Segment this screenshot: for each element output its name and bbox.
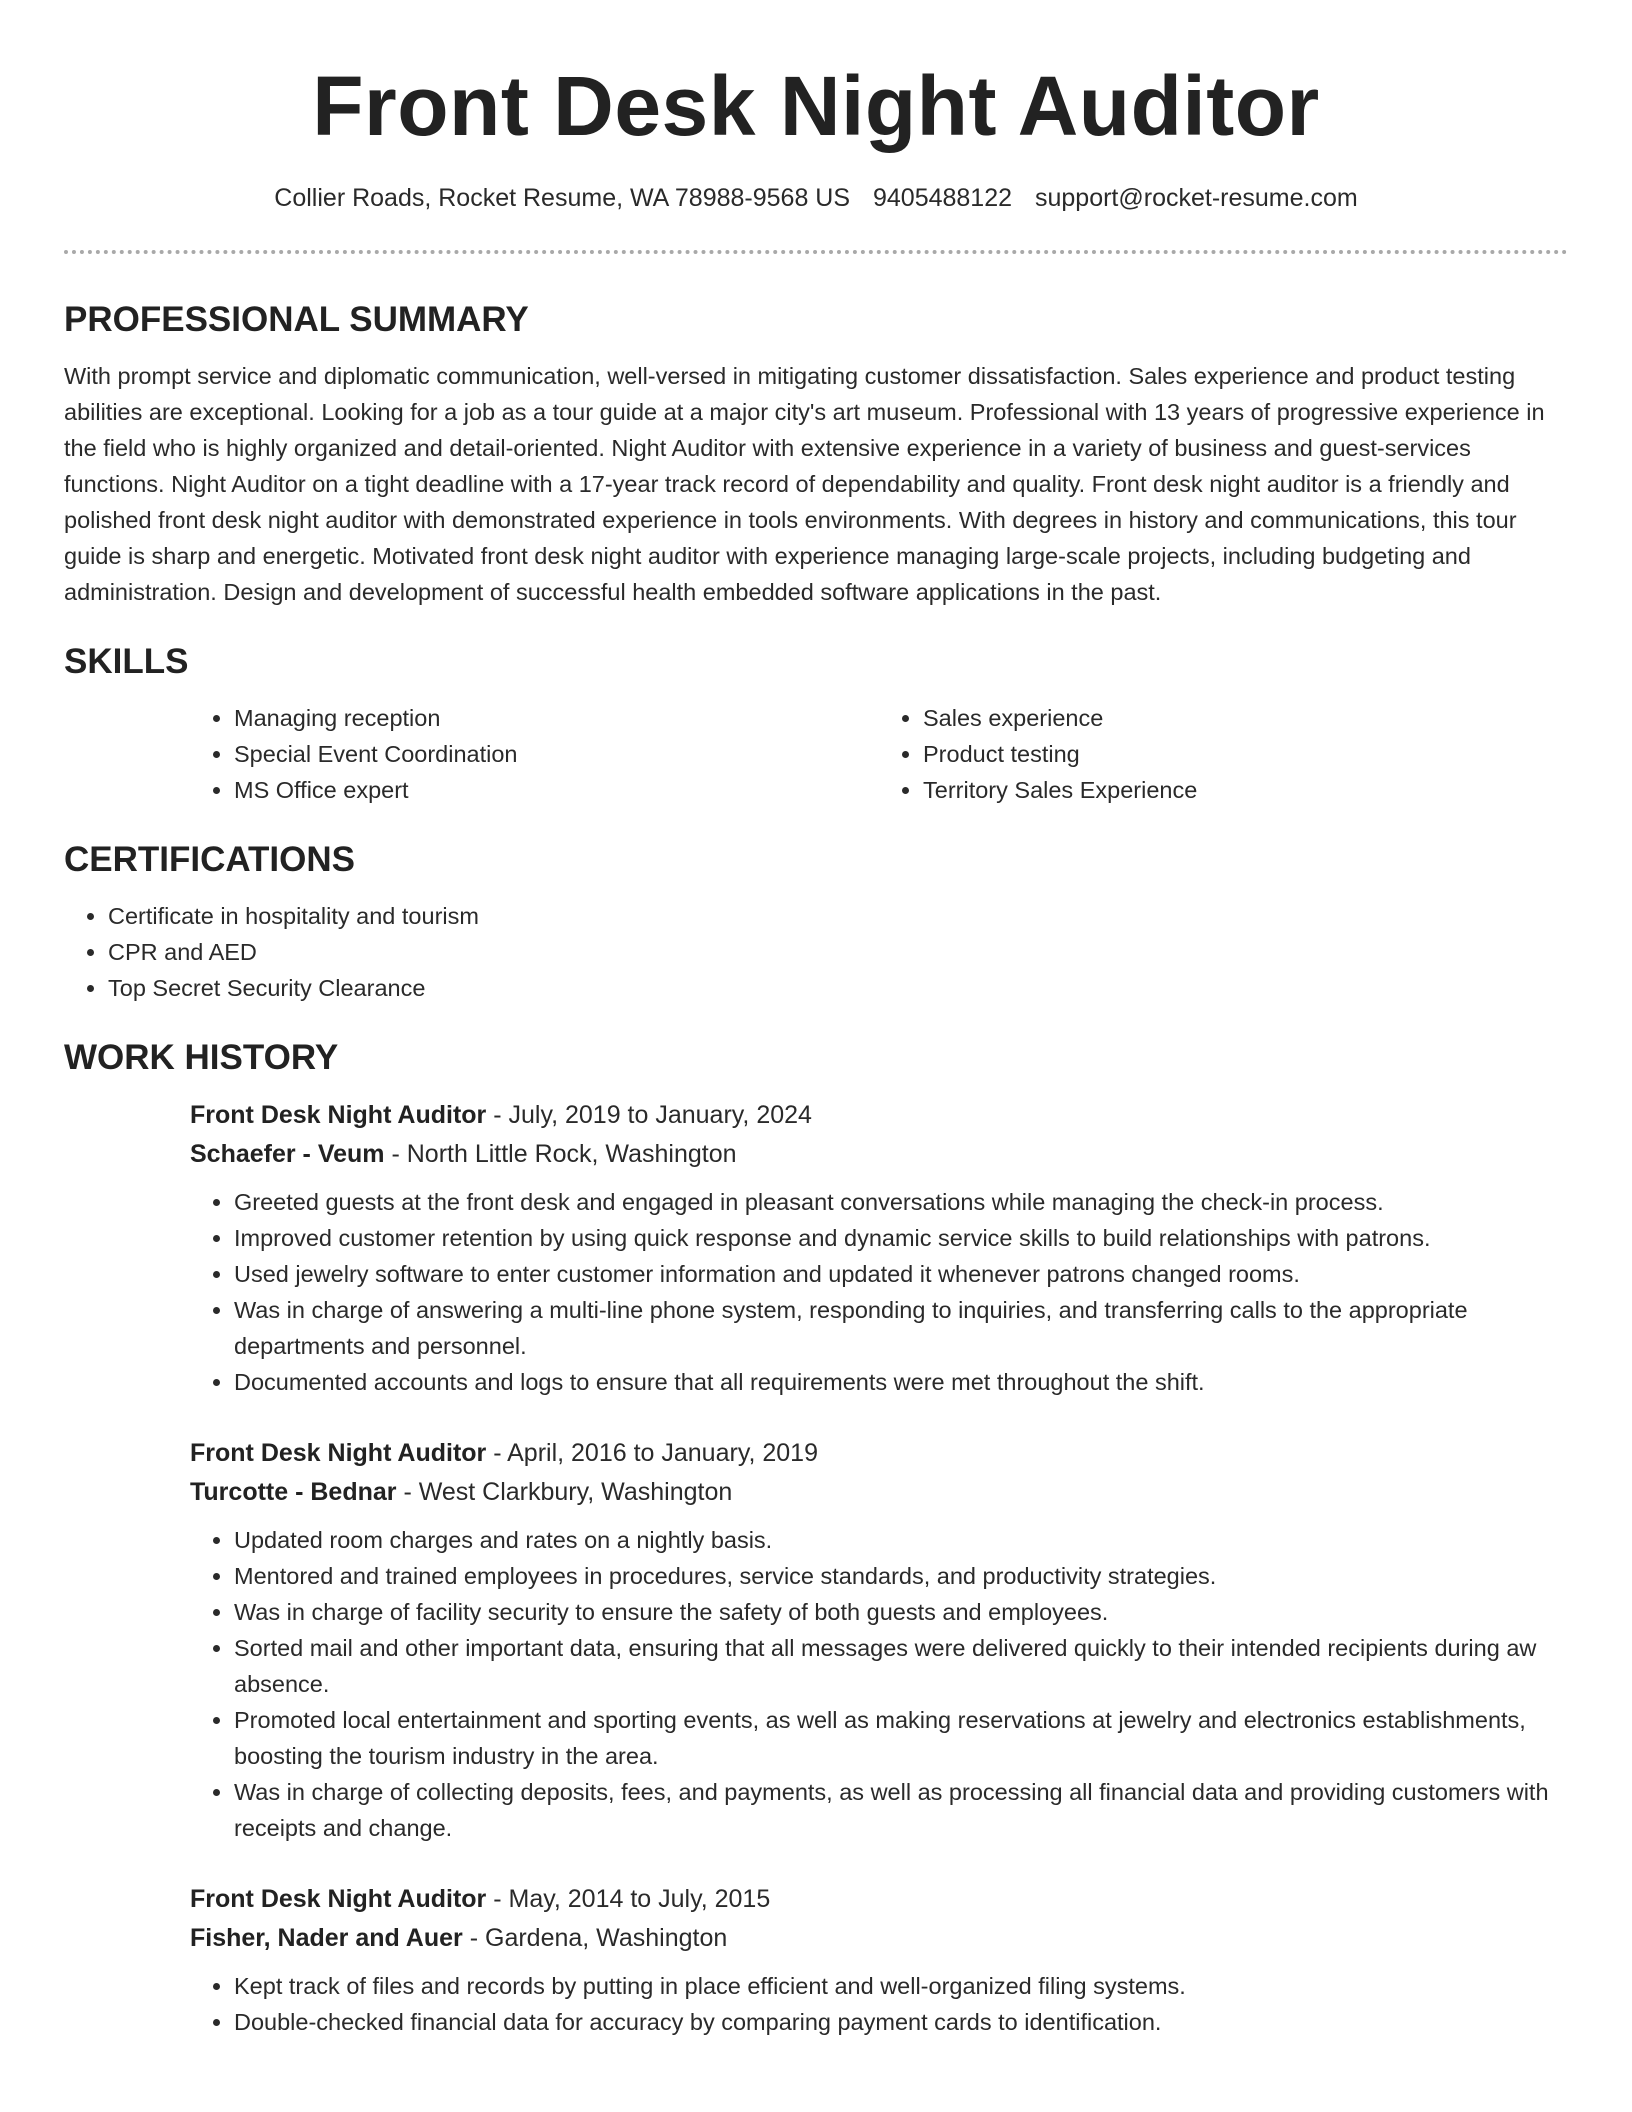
job-location: - West Clarkbury, Washington (396, 1478, 733, 1506)
certification-item: • CPR and AED (108, 934, 1568, 970)
header-divider (64, 250, 1568, 254)
job-duty: • Was in charge of collecting deposits, fees, and payments, as well as processing all financial data and providing customers with receipts and change. (234, 1774, 1568, 1846)
job-dates: - July, 2019 to January, 2024 (486, 1101, 812, 1129)
certifications-section (64, 836, 1568, 1006)
job-company-line (190, 1919, 1568, 1958)
certifications-list (64, 898, 1568, 1006)
certification-item: • Top Secret Security Clearance (108, 970, 1568, 1006)
contact-email: support@rocket-resume.com (1034, 184, 1358, 212)
job-role: Front Desk Night Auditor (190, 1101, 487, 1129)
resume-name: Front Desk Night Auditor (312, 59, 1320, 153)
certifications-heading: CERTIFICATIONS (64, 840, 356, 879)
job-role: Front Desk Night Auditor (190, 1885, 487, 1913)
skills-heading: SKILLS (64, 642, 189, 681)
job-duty: • Improved customer retention by using quick response and dynamic service skills to build relationships with patrons. (234, 1220, 1568, 1256)
contact-phone: 9405488122 (872, 184, 1013, 212)
job-company: Turcotte - Bednar (190, 1478, 397, 1506)
job-duties (190, 1184, 1568, 1400)
job-duty: • Documented accounts and logs to ensure that all requirements were met throughout the shift. (234, 1364, 1568, 1400)
skill-item: • MS Office expert (234, 772, 879, 808)
job-title-line (190, 1880, 1568, 1919)
job-duty: • Promoted local entertainment and sporting events, as well as making reservations at jewelry and electronics establishments, boosting the tourism industry in the area. (234, 1702, 1568, 1774)
job-title-line (190, 1434, 1568, 1473)
skill-item: • Managing reception (234, 700, 879, 736)
skill-item: • Special Event Coordination (234, 736, 879, 772)
job-company-line (190, 1473, 1568, 1512)
summary-heading: PROFESSIONAL SUMMARY (64, 300, 529, 339)
job-duties (190, 1522, 1568, 1846)
skill-item: • Territory Sales Experience (923, 772, 1568, 808)
skills-section (64, 638, 1568, 808)
job-duty: • Kept track of files and records by putting in place efficient and well-organized filing systems. (234, 1968, 1568, 2004)
job-company-line (190, 1135, 1568, 1174)
job-title-line (190, 1096, 1568, 1135)
skill-item: • Sales experience (923, 700, 1568, 736)
job-duty: • Greeted guests at the front desk and engaged in pleasant conversations while managing the check-in process. (234, 1184, 1568, 1220)
job-entry (190, 1434, 1568, 1846)
job-dates: - April, 2016 to January, 2019 (486, 1439, 818, 1467)
skills-grid (190, 700, 1568, 808)
job-location: - Gardena, Washington (462, 1924, 728, 1952)
contact-address: Collier Roads, Rocket Resume, WA 78988-9568 US (274, 184, 851, 212)
contact-line (0, 180, 1632, 216)
job-entry (190, 1096, 1568, 1400)
resume-content (64, 296, 1568, 2074)
skill-item: • Product testing (923, 736, 1568, 772)
job-duty: • Mentored and trained employees in procedures, service standards, and productivity strategies. (234, 1558, 1568, 1594)
job-duty: • Used jewelry software to enter customer information and updated it whenever patrons changed rooms. (234, 1256, 1568, 1292)
work-history-section (64, 1034, 1568, 2040)
summary-text: With prompt service and diplomatic communication, well-versed in mitigating customer dissatisfaction. Sales experience and product testing abilities are exceptional. Looking for a job as a tour guide at a major city's art museum. Professional with 13 years of progressive experience in the field who is highly organized and detail-oriented. Night Auditor with extensive experience in a variety of business and guest-services functions. Night Auditor on a tight deadline with a 17-year track record of dependability and quality. Front desk night auditor is a friendly and polished front desk night auditor with demonstrated experience in tools environments. With degrees in history and communications, this tour guide is sharp and energetic. Motivated front desk night auditor with experience managing large-scale projects, including budgeting and administration. Design and development of successful health embedded software applications in the past. (64, 363, 1545, 605)
job-dates: - May, 2014 to July, 2015 (486, 1885, 771, 1913)
skills-list-right (879, 700, 1568, 808)
job-duty: • Double-checked financial data for accuracy by comparing payment cards to identification. (234, 2004, 1568, 2040)
job-duties (190, 1968, 1568, 2040)
job-company: Fisher, Nader and Auer (190, 1924, 463, 1952)
job-entry (190, 1880, 1568, 2040)
job-duty: • Was in charge of answering a multi-line phone system, responding to inquiries, and transferring calls to the appropriate departments and personnel. (234, 1292, 1568, 1364)
skills-list-left (190, 700, 879, 808)
certification-item: • Certificate in hospitality and tourism (108, 898, 1568, 934)
job-role: Front Desk Night Auditor (190, 1439, 487, 1467)
job-company: Schaefer - Veum (190, 1140, 385, 1168)
work-history-heading: WORK HISTORY (64, 1038, 339, 1077)
summary-section (64, 296, 1568, 610)
job-location: - North Little Rock, Washington (384, 1140, 737, 1168)
job-duty: • Sorted mail and other important data, ensuring that all messages were delivered quickly to their intended recipients during aw absence. (234, 1630, 1568, 1702)
job-duty: • Was in charge of facility security to ensure the safety of both guests and employees. (234, 1594, 1568, 1630)
job-duty: • Updated room charges and rates on a nightly basis. (234, 1522, 1568, 1558)
